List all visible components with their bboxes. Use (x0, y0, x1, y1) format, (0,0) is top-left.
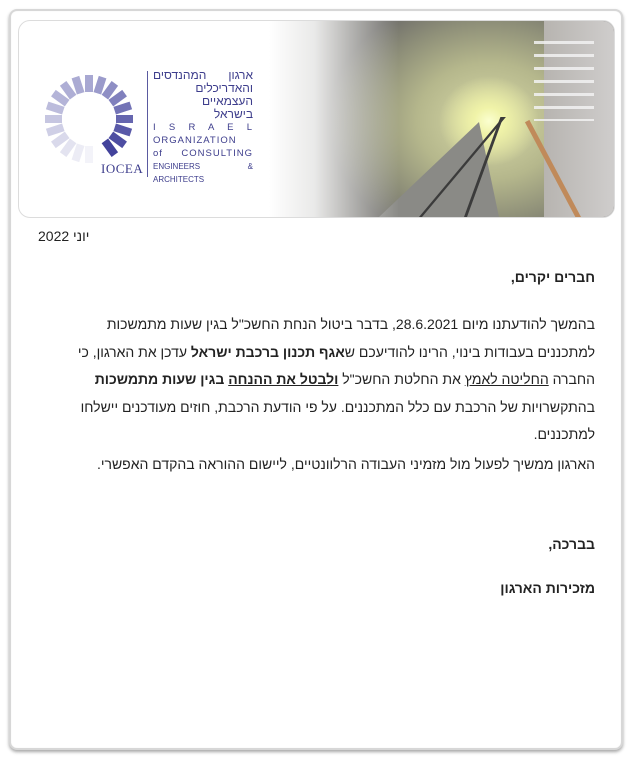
underlined-text-run: החליטה לאמץ (464, 371, 549, 387)
bold-text-run: אגף תכנון ברכבת ישראל (190, 343, 345, 360)
bold-underlined-text-run: ולבטל את ההנחה (228, 371, 339, 387)
letter-closing: בברכה, (548, 536, 595, 552)
letter-paragraph-1 (50, 311, 595, 449)
text-run: עדכן את הארגון, כי החברה (77, 343, 595, 387)
letterhead-banner (18, 20, 615, 218)
logo-abbreviation: IOCEA (101, 161, 144, 176)
logo-hebrew-line: והאדריכלים (195, 81, 253, 95)
letter-paragraph-2: הארגון ממשיך לפעול מול מזמיני העבודה הרלוונטיים, ליישום ההוראה בהקדם האפשרי. (96, 456, 595, 472)
logo-english-line: of CONSULTING (153, 148, 253, 159)
text-run: את החלטת החשכ"ל (338, 371, 465, 387)
logo-hebrew-line: העצמאיים (201, 94, 253, 108)
letter-signature: מזכירות הארגון (500, 580, 595, 596)
logo-english-line: ORGANIZATION (153, 135, 237, 146)
photo-fade (269, 21, 399, 217)
letter-greeting: חברים יקרים, (510, 269, 595, 285)
logo-english-line: ENGINEERS & ARCHITECTS (153, 162, 253, 184)
logo-hebrew-line: בישראל (213, 107, 253, 121)
bold-text-run: בגין שעות מתמשכות (94, 371, 229, 387)
cable-brackets (534, 31, 594, 121)
letter-date: יוני 2022 (38, 228, 90, 244)
tunnel-photo (269, 21, 614, 217)
text-run: בהתקשרויות של הרכבת עם כלל המתכננים. על פי הודעת הרכבת, חוזים מעודכנים יישלחו למתכננים. (80, 398, 595, 442)
text-run: בהמשך להודעתנו מיום 28.6.2021, בדבר ביטול הנחת החשכ"ל בגין שעות מתמשכות למתכננים בעבודות בינוי, הרינו להודיעכם ש (106, 316, 595, 360)
logo-hebrew-line: ארגון המהנדסים (153, 68, 253, 82)
logo-wordmark (153, 69, 253, 186)
logo-divider (147, 71, 148, 177)
iocea-logo-ring-icon (39, 69, 139, 169)
logo-english-line: I S R A E L (153, 122, 253, 133)
